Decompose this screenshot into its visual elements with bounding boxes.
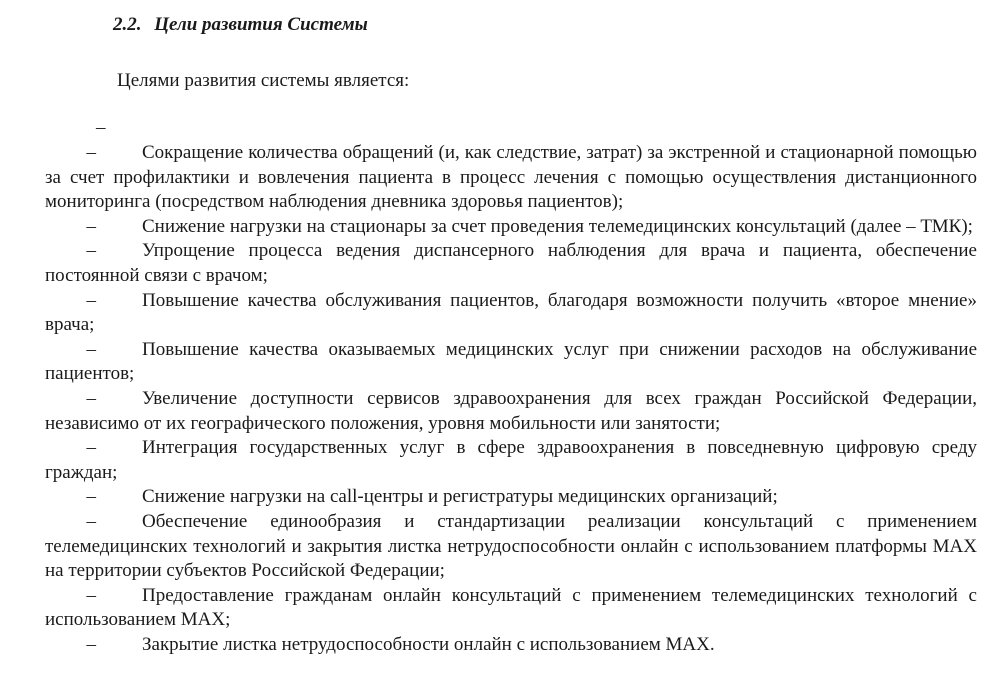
bullet-dash: –: [86, 633, 96, 655]
list-item: – Повышение качества оказываемых медицинских услуг при снижении расходов на обслуживание пациентов;: [45, 338, 977, 387]
list-item: – Интеграция государственных услуг в сфере здравоохранения в повседневную цифровую среду граждан;: [45, 436, 977, 485]
empty-bullet: –: [96, 117, 106, 138]
bullet-dash: –: [86, 215, 96, 237]
bullet-dash: –: [86, 338, 96, 360]
bullet-dash: –: [86, 584, 96, 606]
list-item: – Закрытие листка нетрудоспособности онлайн с использованием МАХ.: [45, 633, 977, 658]
list-item: – Обеспечение единообразия и стандартизации реализации консультаций с применением телемедицинских технологий и закрытия листка нетрудоспособности онлайн с использованием платформы МАХ на территории субъектов Российской Федерации;: [45, 510, 977, 584]
bullet-dash: –: [86, 240, 96, 262]
bullet-dash: –: [86, 437, 96, 459]
list-item: – Увеличение доступности сервисов здравоохранения для всех граждан Российской Федерации, независимо от их географического положения, уровня мобильности или занятости;: [45, 387, 977, 436]
list-item: – Сокращение количества обращений (и, как следствие, затрат) за экстренной и стационарной помощью за счет профилактики и вовлечения пациента в процесс лечения с помощью осуществления дистанционного мониторинга (посредством наблюдения дневника здоровья пациентов);: [45, 141, 977, 215]
bullet-dash: –: [86, 510, 96, 532]
intro-text: Целями развития системы является:: [117, 70, 410, 91]
section-title: Цели развития Системы: [154, 14, 368, 35]
goals-list: [45, 141, 977, 657]
list-item: – Упрощение процесса ведения диспансерного наблюдения для врача и пациента, обеспечение постоянной связи с врачом;: [45, 239, 977, 288]
bullet-dash: –: [86, 142, 96, 163]
section-number: 2.2.: [113, 14, 142, 35]
bullet-dash: –: [86, 289, 96, 311]
list-item: – Предоставление гражданам онлайн консультаций с применением телемедицинских технологий с использованием МАХ;: [45, 584, 977, 633]
bullet-dash: –: [86, 486, 96, 508]
section-heading: [113, 14, 368, 36]
list-item: – Снижение нагрузки на call-центры и регистратуры медицинских организаций;: [45, 485, 977, 510]
list-item: – Повышение качества обслуживания пациентов, благодаря возможности получить «второе мнение» врача;: [45, 289, 977, 338]
list-item: – Снижение нагрузки на стационары за счет проведения телемедицинских консультаций (далее – ТМК);: [45, 215, 977, 240]
bullet-dash: –: [86, 387, 96, 409]
